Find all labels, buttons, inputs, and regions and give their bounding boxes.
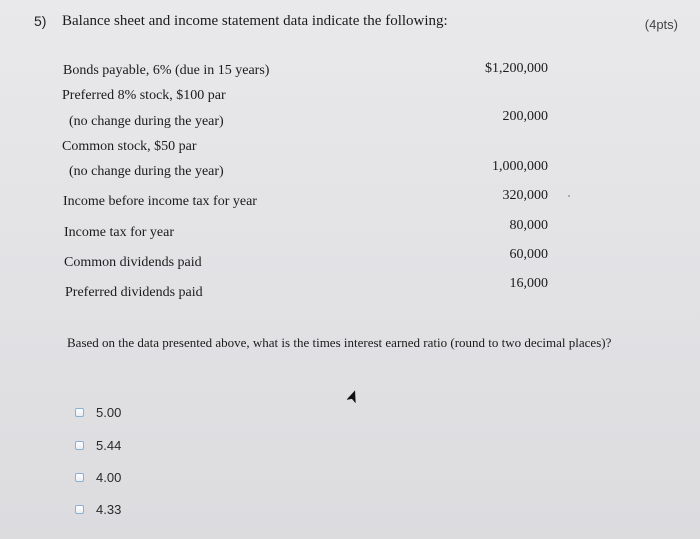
radio-button-icon[interactable]: [75, 441, 84, 450]
option-5-00[interactable]: [75, 405, 121, 420]
row-label-common-note: (no change during the year): [69, 164, 224, 179]
row-label-preferred-note: (no change during the year): [69, 114, 224, 129]
row-amount-common: 1,000,000: [492, 159, 548, 174]
row-label-income-tax: Income tax for year: [64, 225, 174, 240]
question-number: 5): [34, 13, 47, 29]
row-label-common: Common stock, $50 par: [62, 139, 197, 154]
row-amount-bonds: $1,200,000: [485, 61, 548, 76]
radio-button-icon[interactable]: [75, 505, 84, 514]
row-amount-common-dividends: 60,000: [509, 247, 548, 262]
radio-button-icon[interactable]: [75, 473, 84, 482]
question-prompt: Based on the data presented above, what is the times interest earned ratio (round to two decimal places)?: [67, 335, 612, 350]
radio-button-icon[interactable]: [75, 408, 84, 417]
row-amount-preferred-dividends: 16,000: [509, 276, 548, 291]
option-4-33[interactable]: [75, 502, 121, 517]
option-label: 5.00: [96, 405, 122, 420]
option-label: 5.44: [96, 438, 122, 453]
option-4-00[interactable]: [75, 470, 121, 485]
option-label: 4.00: [96, 470, 122, 485]
row-label-common-dividends: Common dividends paid: [64, 255, 202, 270]
row-label-preferred-dividends: Preferred dividends paid: [65, 285, 203, 300]
row-amount-preferred: 200,000: [502, 109, 548, 124]
option-5-44[interactable]: [75, 438, 121, 453]
row-label-income-before-tax: Income before income tax for year: [63, 194, 257, 209]
row-label-bonds: Bonds payable, 6% (due in 15 years): [63, 63, 270, 78]
question-title: Balance sheet and income statement data indicate the following:: [62, 13, 448, 29]
option-label: 4.33: [96, 502, 122, 517]
row-label-preferred: Preferred 8% stock, $100 par: [62, 88, 226, 103]
stray-dot: [568, 195, 570, 197]
points-badge: (4pts): [644, 17, 678, 32]
row-amount-income-tax: 80,000: [509, 218, 548, 233]
row-amount-income-before-tax: 320,000: [502, 188, 548, 203]
